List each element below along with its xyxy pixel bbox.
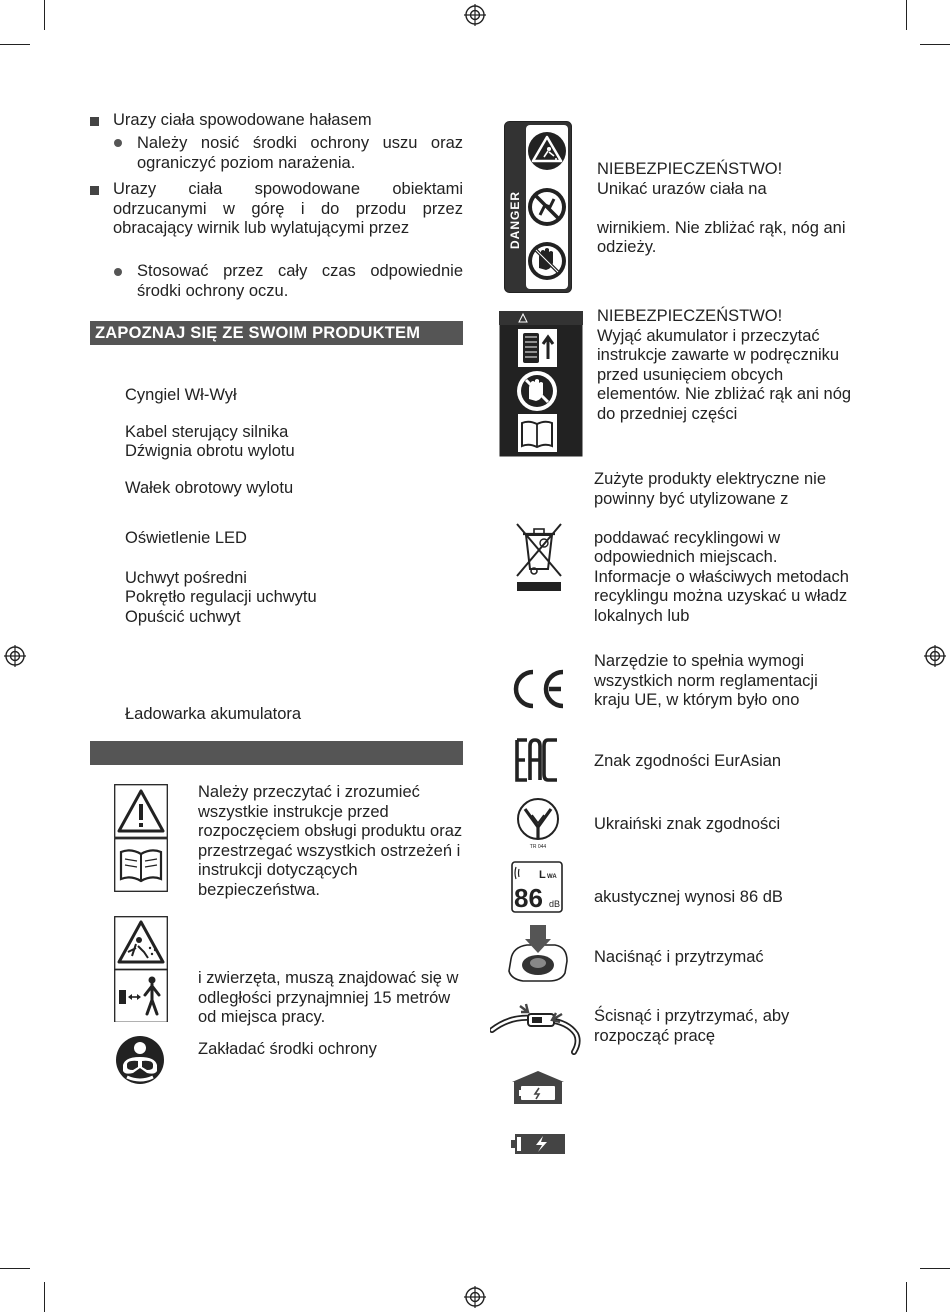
bullet-dot — [114, 139, 122, 147]
hazard-sub: Stosować przez cały czas odpowiednie środki ochrony oczu. — [137, 262, 463, 300]
hazard-sub: Należy nosić środki ochrony uszu oraz ograniczyć poziom narażenia. — [137, 134, 463, 172]
registration-mark-icon — [924, 645, 946, 667]
symbol-description: Znak zgodności EurAsian — [594, 752, 782, 770]
ua-mark-icon — [516, 797, 560, 849]
symbol-description: Zakładać środki ochrony — [198, 1040, 377, 1058]
symbol-description: Naciśnąć i przytrzymać — [594, 948, 764, 966]
symbol-description: Zużyte produkty elektryczne nie powinny być utylizowane z poddawać recyklingowi w odpowiednich miejscach. Informacje o właściwych metodach recyklingu można uzyskać u władz lokalnych lub — [594, 470, 849, 625]
battery-remove-label-icon — [499, 311, 583, 457]
registration-mark-icon — [464, 1286, 486, 1308]
bullet-dot — [114, 268, 122, 276]
sound-power-icon — [511, 861, 563, 913]
danger-label-icon — [504, 121, 572, 293]
feature-item: Pokrętło regulacji uchwytu — [125, 588, 317, 606]
weee-bin-icon — [514, 521, 564, 591]
feature-item: Wałek obrotowy wylotu — [125, 479, 294, 497]
symbol-description: Ukraiński znak zgodności — [594, 815, 781, 833]
crop-mark — [44, 0, 45, 30]
crop-mark — [0, 44, 30, 45]
ce-mark-icon — [509, 667, 569, 711]
feature-item: Dźwignia obrotu wylotu — [125, 442, 295, 460]
symbol-description: Ścisnąć i przytrzymać, aby rozpocząć pracę — [594, 1007, 790, 1045]
sound-value: 86 — [514, 883, 543, 913]
eye-protection-icon — [115, 1035, 165, 1085]
registration-mark-icon — [4, 645, 26, 667]
feature-item: Kabel sterujący silnika — [125, 423, 289, 441]
battery-garage-icon — [511, 1070, 565, 1104]
symbol-description: i zwierzęta, muszą znajdować się w odległości przynajmniej 15 metrów od miejsca pracy. — [198, 969, 459, 1026]
symbol-description: akustycznej wynosi 86 dB — [594, 888, 783, 906]
symbol-description: Należy przeczytać i zrozumieć wszystkie instrukcje przed rozpoczęciem obsługi produktu oraz przestrzegać wszystkich ostrzeżeń i instrukcji dotyczących bezpieczeństwa. — [198, 783, 463, 899]
bullet-square — [90, 186, 99, 195]
registration-mark-icon — [464, 4, 486, 26]
bullet-square — [90, 117, 99, 126]
hazard-title: Urazy ciała spowodowane obiektami odrzucanymi w górę i do przodu przez obracający wirnik lub wylatującymi przez — [113, 180, 463, 237]
crop-mark — [906, 1282, 907, 1312]
feature-item: Cyngiel Wł-Wył — [125, 386, 237, 404]
section-title: ZAPOZNAJ SIĘ ZE SWOIM PRODUKTEM — [90, 321, 463, 345]
feature-item: Uchwyt pośredni — [125, 569, 247, 587]
feature-item: Oświetlenie LED — [125, 529, 247, 547]
symbol-description: NIEBEZPIECZEŃSTWO! Unikać urazów ciała na wirnikiem. Nie zbliżać rąk, nóg ani odzieży. — [597, 160, 846, 256]
sound-unit: dB — [549, 899, 561, 909]
battery-charge-icon — [511, 1133, 565, 1155]
warning-manual-icon — [114, 784, 168, 892]
squeeze-hold-icon — [490, 998, 586, 1056]
crop-mark — [906, 0, 907, 30]
hazard-title: Urazy ciała spowodowane hałasem — [113, 111, 372, 129]
eac-mark-icon — [515, 738, 559, 782]
crop-mark — [920, 44, 950, 45]
lwa-symbol: L — [539, 869, 546, 881]
bystander-distance-icon — [114, 916, 168, 1022]
section-band — [90, 741, 463, 765]
symbol-description: NIEBEZPIECZEŃSTWO! Wyjąć akumulator i przeczytać instrukcje zawarte w podręczniku przed usunięciem obcych elementów. Nie zbliżać rąk ani nóg do przedniej części — [597, 307, 852, 423]
crop-mark — [44, 1282, 45, 1312]
danger-label-text: DANGER — [508, 190, 522, 249]
feature-item: Ładowarka akumulatora — [125, 705, 302, 723]
crop-mark — [0, 1268, 30, 1269]
symbol-description: Narzędzie to spełnia wymogi wszystkich norm reglamentacji kraju UE, w którym było ono — [594, 652, 818, 709]
ua-mark-caption: TR 044 — [529, 844, 547, 849]
lwa-subscript: WA — [547, 874, 557, 880]
press-hold-icon — [505, 925, 571, 985]
feature-item: Opuścić uchwyt — [125, 608, 241, 626]
crop-mark — [920, 1268, 950, 1269]
